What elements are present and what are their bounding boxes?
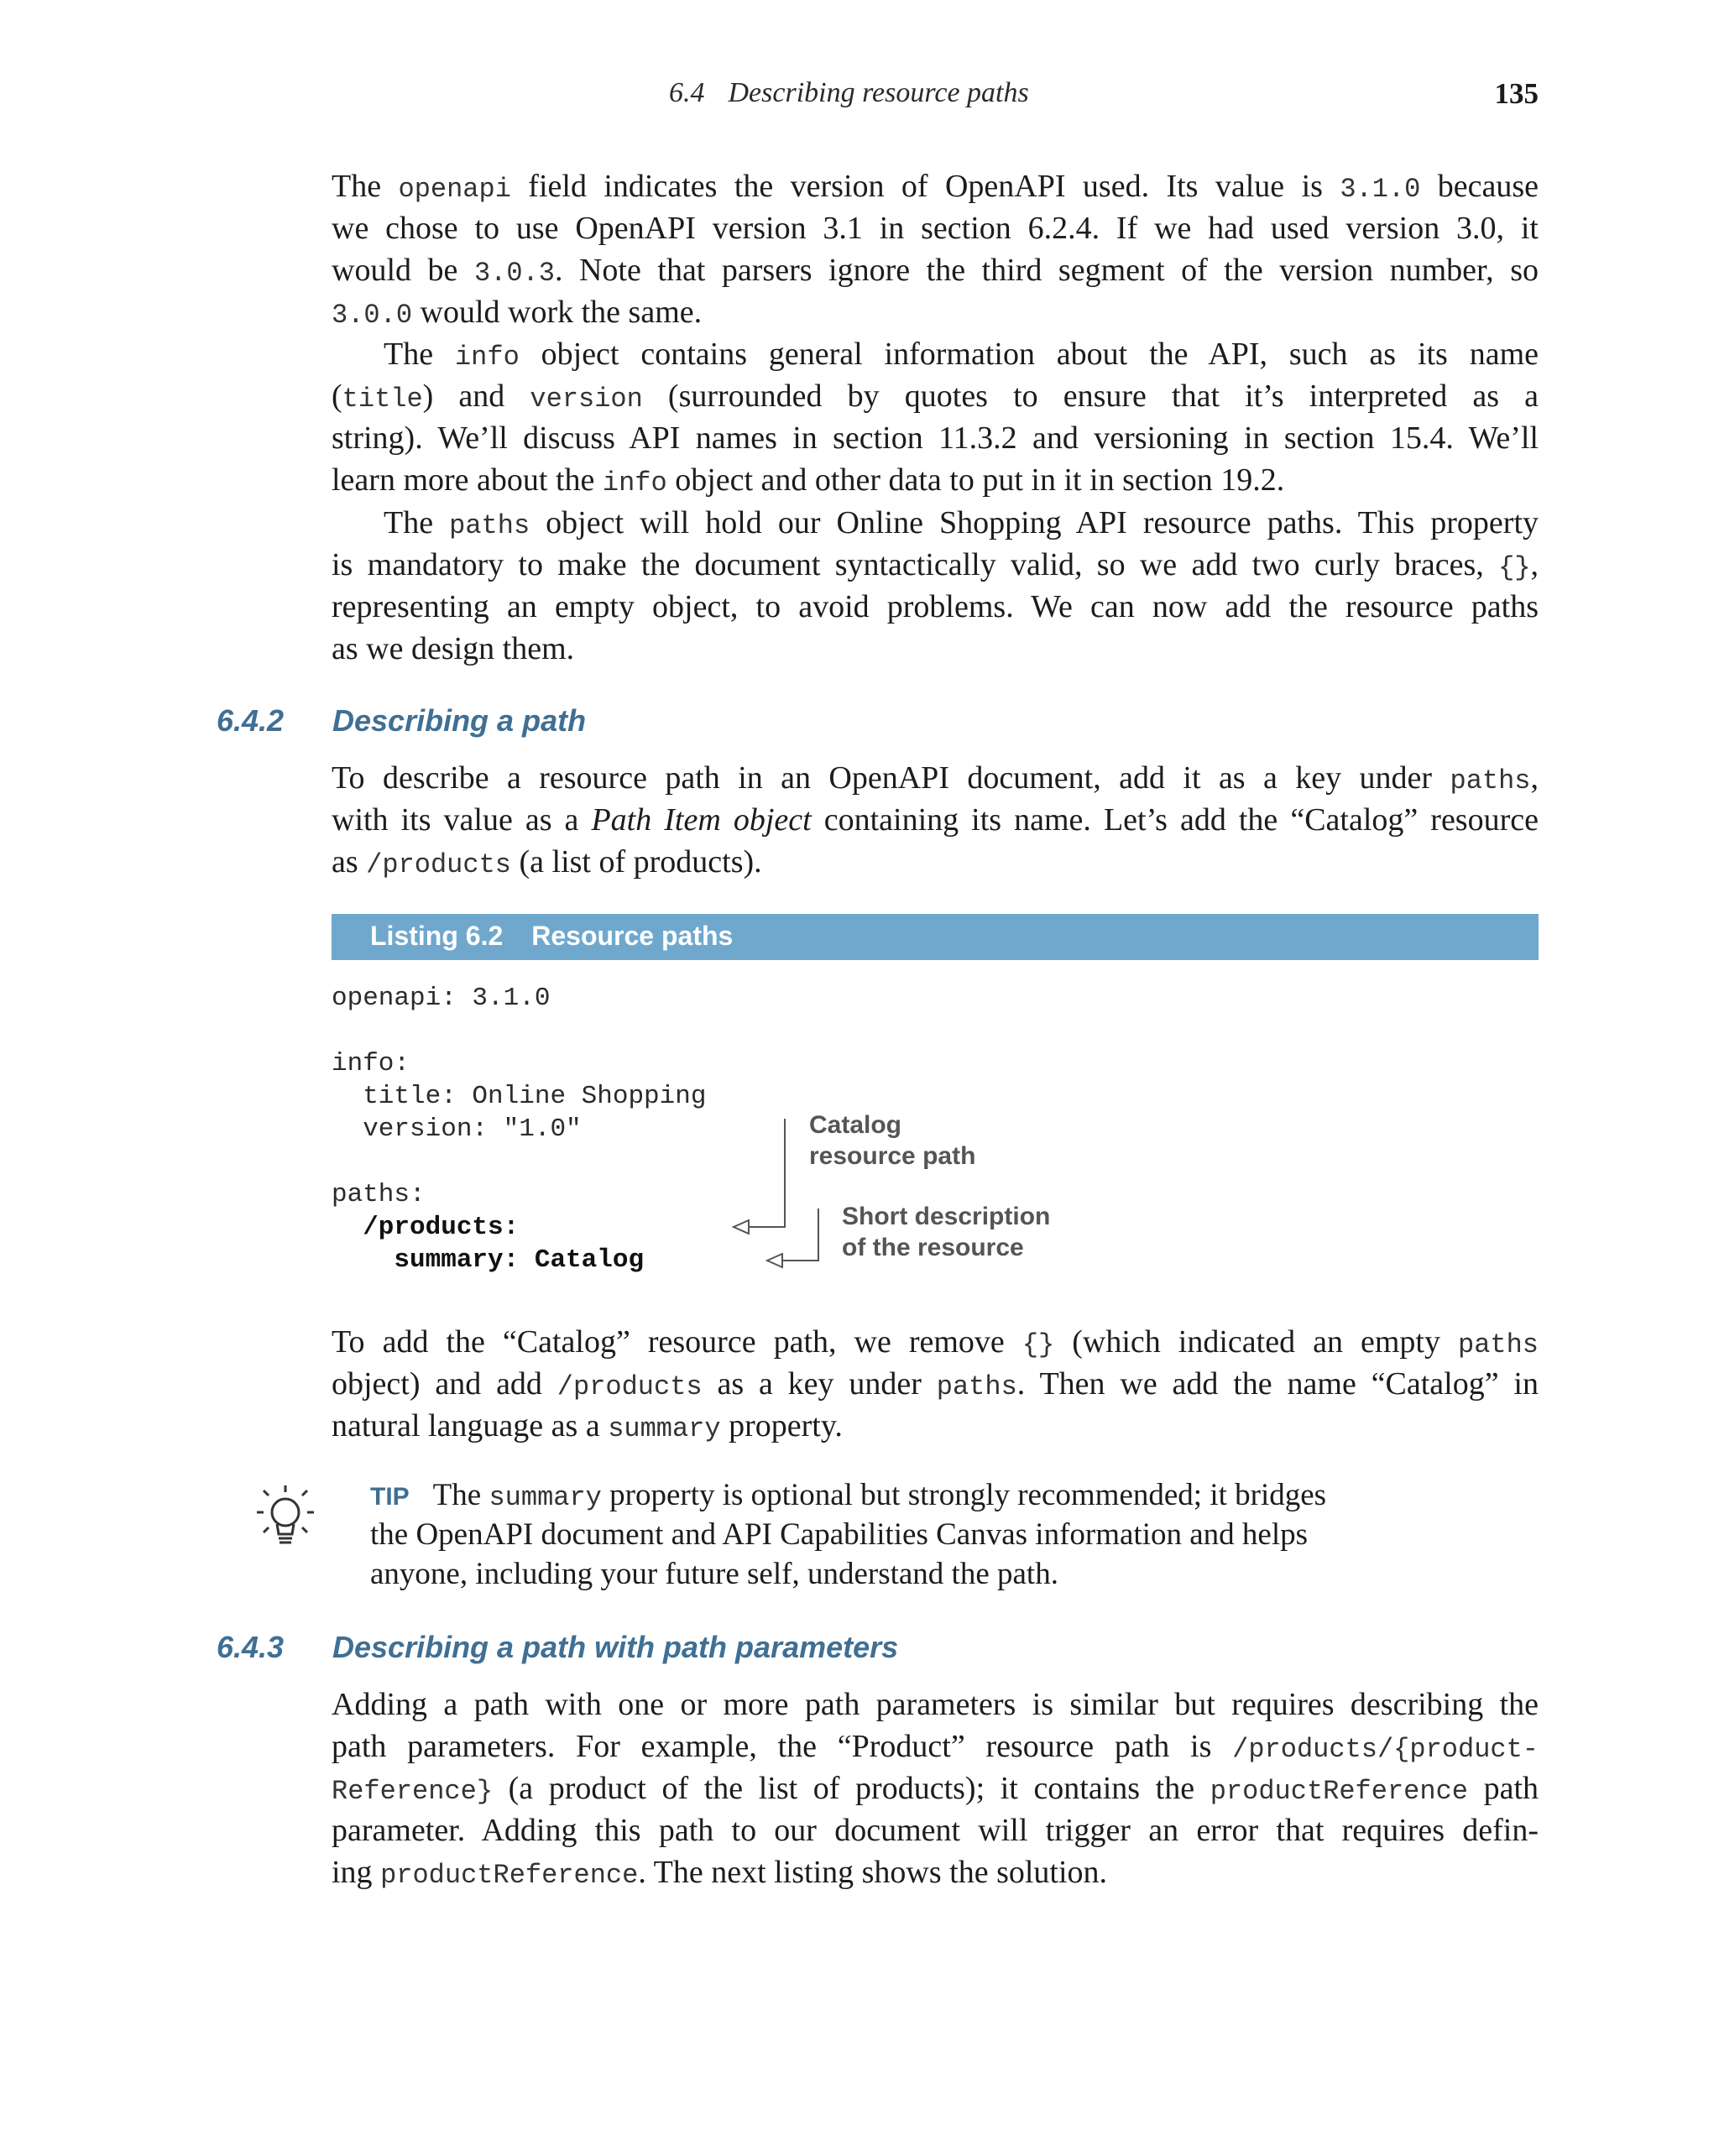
text-line: ing productReference. The next listing shows the solution. bbox=[332, 1855, 1108, 1891]
running-header-section-number: 6.4 bbox=[669, 77, 705, 108]
inline-code: summary bbox=[608, 1413, 721, 1444]
code-line: version: "1.0" bbox=[332, 1115, 582, 1144]
section-title: Describing a path with path parameters bbox=[332, 1630, 899, 1664]
inline-code: {} bbox=[1498, 552, 1531, 583]
listing-title: Resource paths bbox=[531, 921, 734, 951]
inline-code: {} bbox=[1021, 1329, 1055, 1360]
text-line: learn more about the info object and other data to put in it in section 19.2. bbox=[332, 462, 1285, 499]
inline-code: /products bbox=[556, 1371, 703, 1402]
inline-code: paths bbox=[449, 510, 530, 541]
inline-code: paths bbox=[936, 1371, 1017, 1402]
text-line: natural language as a summary property. bbox=[332, 1408, 843, 1444]
text-line: 3.0.0 would work the same. bbox=[332, 295, 703, 331]
page-number: 135 bbox=[1494, 77, 1539, 110]
code-line: paths: bbox=[332, 1180, 426, 1209]
tip-block bbox=[370, 1475, 1461, 1594]
text-line: Adding a path with one or more path parameters is similar but requires describing the bbox=[332, 1687, 1539, 1722]
code-line-highlighted: /products: bbox=[332, 1213, 520, 1242]
code-line: openapi: 3.1.0 bbox=[332, 984, 551, 1013]
text-line: Reference} (a product of the list of products); it contains the productReference path bbox=[332, 1771, 1539, 1807]
tip-label: TIP bbox=[370, 1483, 410, 1511]
arrow-head-summary-icon bbox=[767, 1254, 782, 1267]
arrow-catalog-path bbox=[747, 1119, 785, 1227]
text-line: The paths object will hold our Online Shopping API resource paths. This property bbox=[384, 505, 1539, 541]
section-heading-6-4-3 bbox=[217, 1630, 898, 1665]
text-line: would be 3.0.3. Note that parsers ignore the third segment of the version number, so bbox=[332, 253, 1539, 289]
text-line: (title) and version (surrounded by quotes to ensure that it’s interpreted as a bbox=[332, 378, 1539, 415]
text-line: we chose to use OpenAPI version 3.1 in section 6.2.4. If we had used version 3.0, it bbox=[332, 211, 1539, 246]
text-line: To describe a resource path in an OpenAPI document, add it as a key under paths, bbox=[332, 760, 1539, 796]
text-line: string). We’ll discuss API names in section 11.3.2 and versioning in section 15.4. We’ll bbox=[332, 420, 1539, 456]
inline-code: summary bbox=[489, 1482, 602, 1513]
inline-code: /products bbox=[366, 849, 511, 880]
listing-label: Listing 6.2 bbox=[370, 921, 504, 951]
annotation-catalog-resource-path: Catalog resource path bbox=[809, 1111, 976, 1170]
text-line: is mandatory to make the document syntactically valid, so we add two curly braces, {}, bbox=[332, 547, 1539, 583]
inline-code: title bbox=[342, 384, 423, 415]
inline-code: 3.0.3 bbox=[473, 258, 555, 289]
text-line: The info object contains general information about the API, such as its name bbox=[384, 337, 1539, 373]
text-line: path parameters. For example, the “Product” resource path is /products/{product- bbox=[332, 1729, 1539, 1765]
inline-code: productReference bbox=[1210, 1776, 1468, 1807]
emphasized-term: Path Item object bbox=[591, 802, 812, 838]
tip-line: anyone, including your future self, understand the path. bbox=[370, 1557, 1058, 1591]
code-line: title: Online Shopping bbox=[332, 1082, 707, 1111]
section-title: Describing a path bbox=[332, 703, 587, 738]
lightbulb-icon bbox=[252, 1480, 319, 1556]
inline-code: paths bbox=[1457, 1329, 1539, 1360]
code-line-highlighted: summary: Catalog bbox=[332, 1245, 645, 1275]
inline-code: 3.1.0 bbox=[1340, 174, 1421, 205]
inline-code: /products/{product- bbox=[1232, 1734, 1539, 1765]
inline-code: 3.0.0 bbox=[332, 300, 413, 331]
text-line: parameter. Adding this path to our document will trigger an error that requires defin- bbox=[332, 1813, 1539, 1848]
arrow-summary bbox=[781, 1209, 818, 1261]
inline-code: version bbox=[530, 384, 643, 415]
paragraph-after-listing bbox=[332, 1321, 1539, 1447]
text-line: with its value as a Path Item object containing its name. Let’s add the “Catalog” resource bbox=[332, 802, 1539, 838]
arrow-head-catalog-icon bbox=[734, 1220, 749, 1234]
text-line: as we design them. bbox=[332, 631, 575, 666]
section-number: 6.4.2 bbox=[217, 703, 285, 738]
tip-line: the OpenAPI document and API Capabilities Canvas information and helps bbox=[370, 1517, 1308, 1552]
inline-code: info bbox=[454, 342, 520, 373]
text-line: The openapi field indicates the version of OpenAPI used. Its value is 3.1.0 because bbox=[332, 169, 1539, 205]
inline-code: paths bbox=[1450, 765, 1531, 796]
inline-code: openapi bbox=[398, 174, 511, 205]
text-line: representing an empty object, to avoid problems. We can now add the resource paths bbox=[332, 589, 1539, 624]
paragraph-path-parameters bbox=[332, 1684, 1539, 1893]
annotation-short-description: Short description of the resource bbox=[842, 1203, 1051, 1261]
inline-code: productReference bbox=[380, 1860, 639, 1891]
code-line: info: bbox=[332, 1049, 410, 1078]
inline-code: info bbox=[602, 467, 667, 499]
text-line: object) and add /products as a key under paths. Then we add the name “Catalog” in bbox=[332, 1366, 1539, 1402]
text-line: To add the “Catalog” resource path, we remove {} (which indicated an empty paths bbox=[332, 1324, 1539, 1360]
text-line: as /products (a list of products). bbox=[332, 844, 762, 880]
tip-line: TIP The summary property is optional but strongly recommended; it bridges bbox=[370, 1478, 1327, 1513]
section-number: 6.4.3 bbox=[217, 1630, 285, 1664]
inline-code: Reference} bbox=[332, 1776, 494, 1807]
running-header-title: Describing resource paths bbox=[728, 77, 1029, 108]
